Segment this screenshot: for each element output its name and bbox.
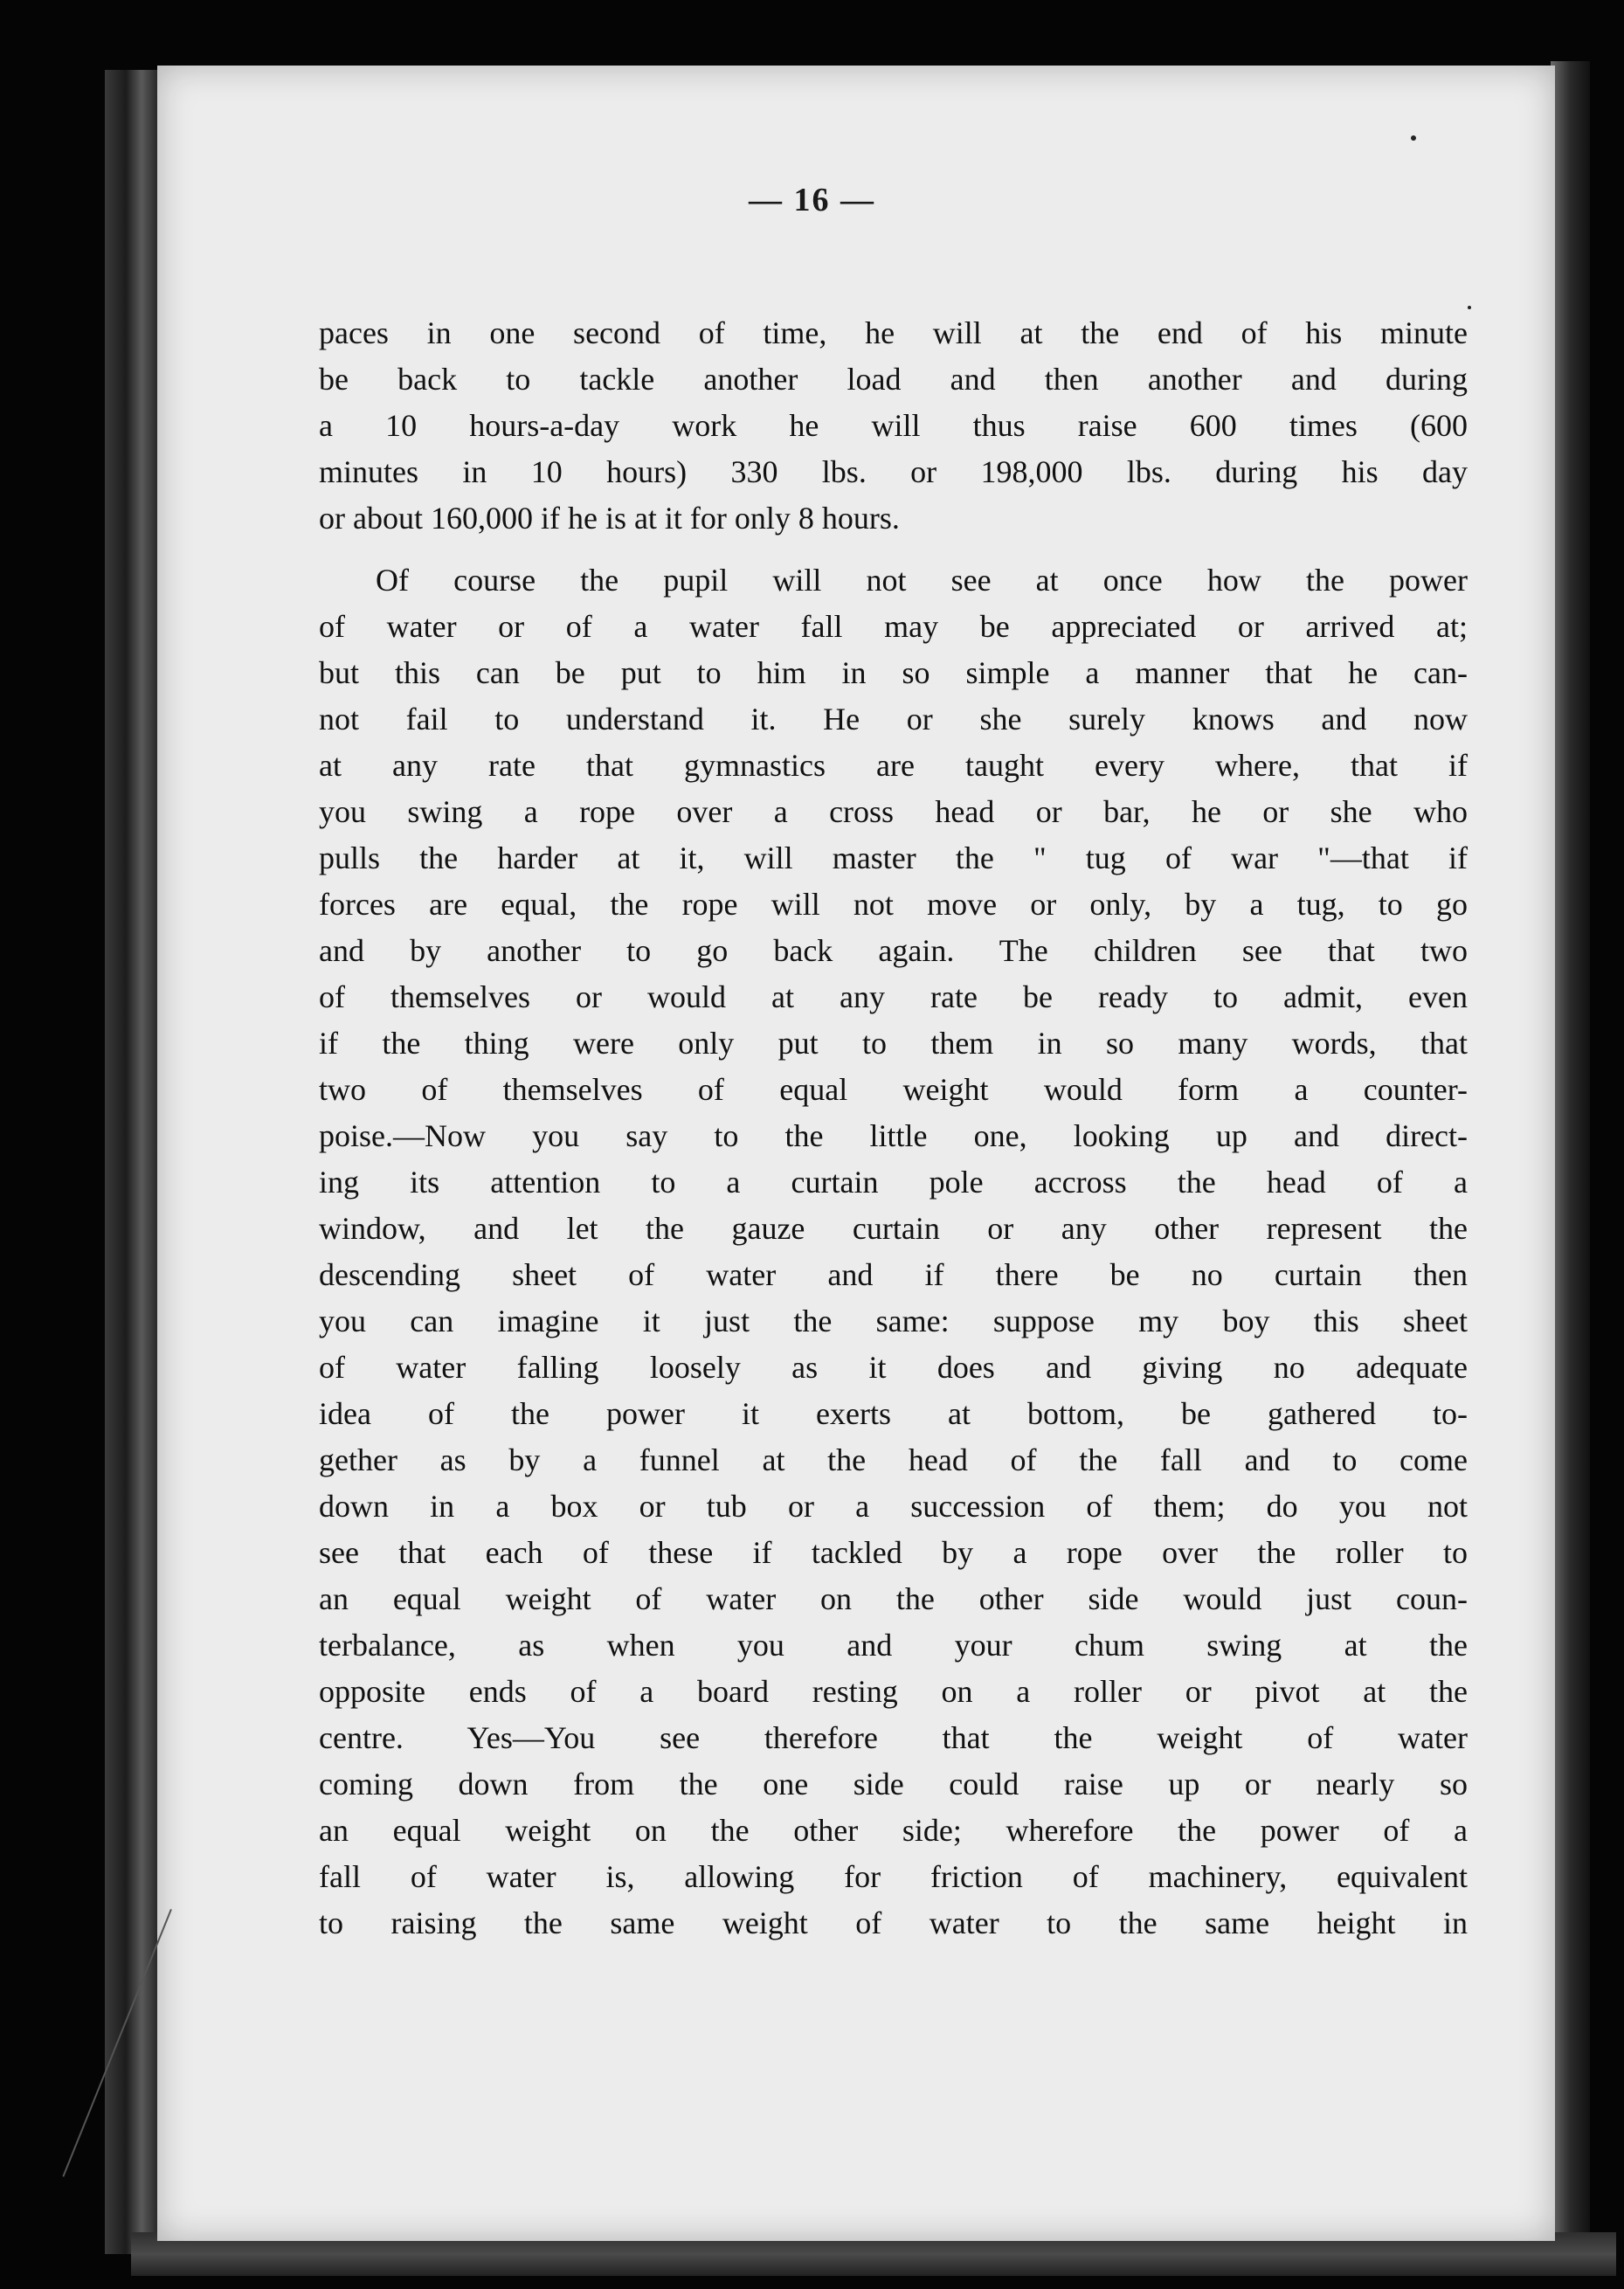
text-line: an equal weight on the other side; wherefore the power of a (319, 1813, 1468, 1848)
text-line: see that each of these if tackled by a rope over the roller to (319, 1535, 1468, 1570)
text-line: and by another to go back again. The children see that two (319, 933, 1468, 968)
text-line: idea of the power it exerts at bottom, be gathered to- (319, 1396, 1468, 1431)
binding-edge-right (1551, 61, 1590, 2263)
text-line: of themselves or would at any rate be ready to admit, even (319, 979, 1468, 1014)
text-line: Of course the pupil will not see at once how the power (376, 563, 1468, 598)
text-line: to raising the same weight of water to the same height in (319, 1905, 1468, 1940)
text-line: poise.—Now you say to the little one, looking up and direct- (319, 1118, 1468, 1153)
text-line: a 10 hours-a-day work he will thus raise 600 times (600 (319, 408, 1468, 443)
text-line: down in a box or tub or a succession of them; do you not (319, 1489, 1468, 1524)
dust-speck (1468, 306, 1471, 309)
text-line: of water or of a water fall may be appreciated or arrived at; (319, 609, 1468, 644)
text-line: ing its attention to a curtain pole accross the head of a (319, 1165, 1468, 1200)
text-line: terbalance, as when you and your chum swing at the (319, 1628, 1468, 1663)
text-line: at any rate that gymnastics are taught every where, that if (319, 748, 1468, 783)
text-line: if the thing were only put to them in so many words, that (319, 1026, 1468, 1061)
paragraph-gap (319, 542, 1468, 557)
text-line: but this can be put to him in so simple a manner that he can- (319, 655, 1468, 690)
text-line: an equal weight of water on the other side would just coun- (319, 1581, 1468, 1616)
page-body (319, 310, 1468, 1947)
text-line: be back to tackle another load and then another and during (319, 362, 1468, 397)
text-line: centre. Yes—You see therefore that the weight of water (319, 1720, 1468, 1755)
text-line: gether as by a funnel at the head of the fall and to come (319, 1442, 1468, 1477)
text-line: fall of water is, allowing for friction of machinery, equivalent (319, 1859, 1468, 1894)
binding-edge-left (105, 70, 157, 2254)
text-line: coming down from the one side could raise up or nearly so (319, 1767, 1468, 1801)
text-line: window, and let the gauze curtain or any other represent the (319, 1211, 1468, 1246)
text-line: paces in one second of time, he will at the end of his minute (319, 315, 1468, 350)
text-line: of water falling loosely as it does and giving no adequate (319, 1350, 1468, 1385)
text-line: you can imagine it just the same: suppose my boy this sheet (319, 1304, 1468, 1338)
text-line: not fail to understand it. He or she surely knows and now (319, 702, 1468, 736)
page-number: — 16 — (749, 182, 875, 218)
text-line: or about 160,000 if he is at it for only 8 hours. (319, 501, 900, 536)
text-line: descending sheet of water and if there be no curtain then (319, 1257, 1468, 1292)
dust-speck (1411, 135, 1416, 141)
text-line: two of themselves of equal weight would form a counter- (319, 1072, 1468, 1107)
text-line: minutes in 10 hours) 330 lbs. or 198,000 lbs. during his day (319, 454, 1468, 489)
text-line: opposite ends of a board resting on a roller or pivot at the (319, 1674, 1468, 1709)
text-line: forces are equal, the rope will not move or only, by a tug, to go (319, 887, 1468, 922)
text-line: you swing a rope over a cross head or bar, he or she who (319, 794, 1468, 829)
text-line: pulls the harder at it, will master the " tug of war "—that if (319, 840, 1468, 875)
